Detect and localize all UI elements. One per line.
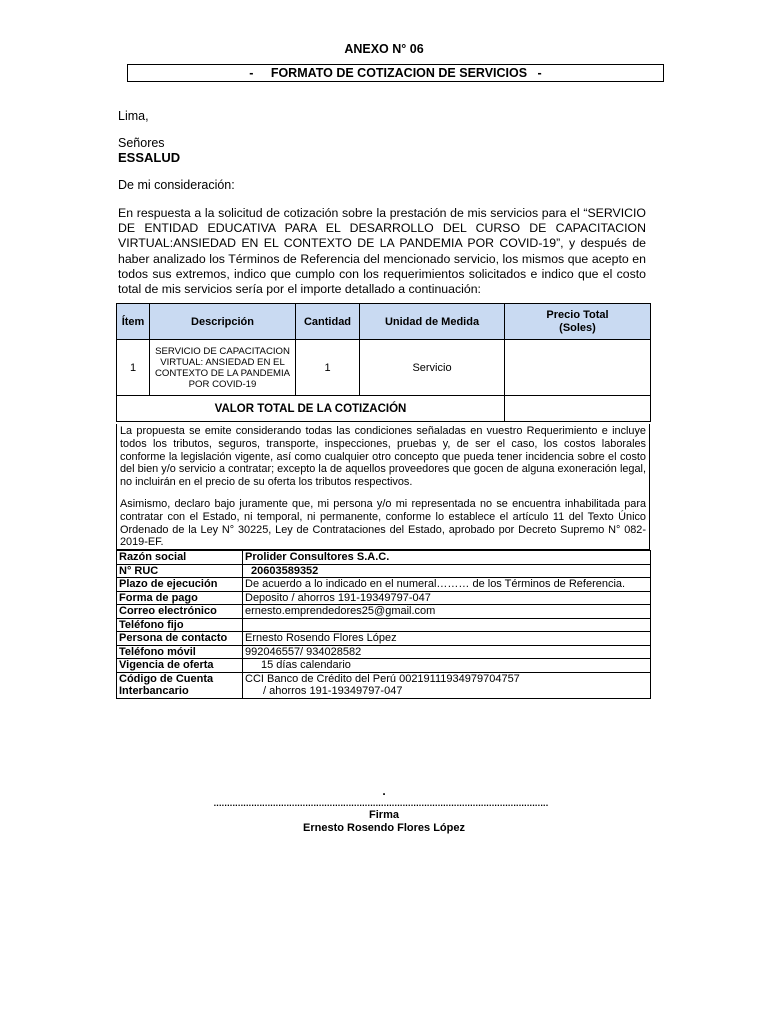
- declaration-paragraph-2: Asimismo, declaro bajo juramente que, mi persona y/o mi representada no se encuentra inhabilitada para contratar con el Estado, ni temporal, ni permanente, conforme lo establece el artículo 11 del Texto Único Ordenado de la Ley N° 30225, Ley de Contrataciones del Estado, aprobado por Decreto Supremo N° 082-2019-EF.: [120, 497, 646, 549]
- signature-dot: .: [382, 784, 386, 798]
- header-quantity: Cantidad: [296, 304, 360, 340]
- declaration-block: [116, 424, 650, 550]
- razon-social-value: Prolider Consultores S.A.C.: [243, 551, 651, 565]
- table-row: [117, 659, 651, 673]
- table-row: [117, 618, 651, 632]
- header-total-price-label: Precio Total (Soles): [546, 308, 609, 334]
- telefono-fijo-value: [243, 618, 651, 632]
- table-row: [117, 551, 651, 565]
- telefono-fijo-label: Teléfono fijo: [117, 618, 243, 632]
- total-label: VALOR TOTAL DE LA COTIZACIÓN: [117, 396, 505, 422]
- header-unit: Unidad de Medida: [360, 304, 505, 340]
- razon-social-label: Razón social: [117, 551, 243, 565]
- cell-quantity: 1: [296, 340, 360, 396]
- letter-intro-paragraph: En respuesta a la solicitud de cotización sobre la prestación de mis servicios para el “SERVICIO DE ENTIDAD EDUCATIVA PARA EL DESARROLLO DEL CURSO DE CAPACITACION VIRTUAL:ANSIEDAD EN EL CONTEXTO DE LA PANDEMIA POR COVID-19”, y después de haber analizado los Términos de Referencia del mencionado servicio, los mismos que acepto en todos sus extremos, indico que cumplo con los requerimientos solicitados e indico que el costo total de mis servicios sería por el importe detallado a continuación:: [118, 206, 646, 297]
- cci-value: [243, 672, 651, 698]
- signatory-name: Ernesto Rosendo Flores López: [303, 822, 465, 834]
- table-row: [117, 564, 651, 578]
- annex-title: ANEXO N° 06: [344, 42, 424, 56]
- table-row: [117, 605, 651, 619]
- cell-unit: Servicio: [360, 340, 505, 396]
- total-row: [117, 396, 651, 422]
- correo-label: Correo electrónico: [117, 605, 243, 619]
- vigencia-value: 15 días calendario: [243, 659, 651, 673]
- table-row: [117, 591, 651, 605]
- ruc-value: 20603589352: [243, 564, 651, 578]
- movil-label: Teléfono móvil: [117, 645, 243, 659]
- table-row: [117, 645, 651, 659]
- forma-pago-label: Forma de pago: [117, 591, 243, 605]
- declaration-paragraph-1: La propuesta se emite considerando todas las condiciones señaladas en vuestro Requerimiento e incluye todos los tributos, seguros, transporte, inspecciones, pruebas y, de ser el caso, los costos laborales conforme la legislación vigente, así como cualquier otro concepto que pueda tener incidencia sobre el costo del bien y/o servicio a contratar; excepto la de aquellos proveedores que gocen de alguna exoneración legal, no incluirán en el precio de su oferta los tributos respectivos.: [120, 425, 646, 489]
- vigencia-label: Vigencia de oferta: [117, 659, 243, 673]
- forma-pago-value: Deposito / ahorros 191-19349797-047: [243, 591, 651, 605]
- table-row: [117, 578, 651, 592]
- contacto-value: Ernesto Rosendo Flores López: [243, 632, 651, 646]
- header-item: Ítem: [117, 304, 150, 340]
- format-title-box: - FORMATO DE COTIZACION DE SERVICIOS -: [127, 64, 664, 82]
- quote-table: [116, 303, 651, 422]
- letter-salutation: Señores: [118, 136, 165, 150]
- letter-recipient: ESSALUD: [118, 150, 181, 165]
- letter-place: Lima,: [118, 109, 149, 123]
- contacto-label: Persona de contacto: [117, 632, 243, 646]
- cci-value-line-1: CCI Banco de Crédito del Perú 00219111934979704757: [245, 672, 520, 685]
- cci-value-line-2: / ahorros 191-19349797-047: [263, 685, 403, 697]
- cell-description: SERVICIO DE CAPACITACION VIRTUAL: ANSIEDAD EN EL CONTEXTO DE LA PANDEMIA POR COVID-19: [150, 340, 296, 396]
- header-description: Descripción: [150, 304, 296, 340]
- header-total-price: [505, 304, 651, 340]
- cell-total-price: [505, 340, 651, 396]
- signature-line: ............................................................................................................................: [213, 798, 549, 808]
- table-row: [117, 340, 651, 396]
- table-row: [117, 632, 651, 646]
- supplier-info-table: [116, 550, 651, 699]
- ruc-label: N° RUC: [117, 564, 243, 578]
- quote-table-header-row: [117, 304, 651, 340]
- plazo-label: Plazo de ejecución: [117, 578, 243, 592]
- movil-value: 992046557/ 934028582: [243, 645, 651, 659]
- correo-value: ernesto.emprendedores25@gmail.com: [243, 605, 651, 619]
- plazo-value: De acuerdo a lo indicado en el numeral……… de los Términos de Referencia.: [243, 578, 651, 592]
- table-row: [117, 672, 651, 698]
- cci-label: Código de Cuenta Interbancario: [117, 672, 243, 698]
- letter-greeting: De mi consideración:: [118, 178, 235, 192]
- total-value: [505, 396, 651, 422]
- cell-item: 1: [117, 340, 150, 396]
- signature-label: Firma: [369, 809, 399, 821]
